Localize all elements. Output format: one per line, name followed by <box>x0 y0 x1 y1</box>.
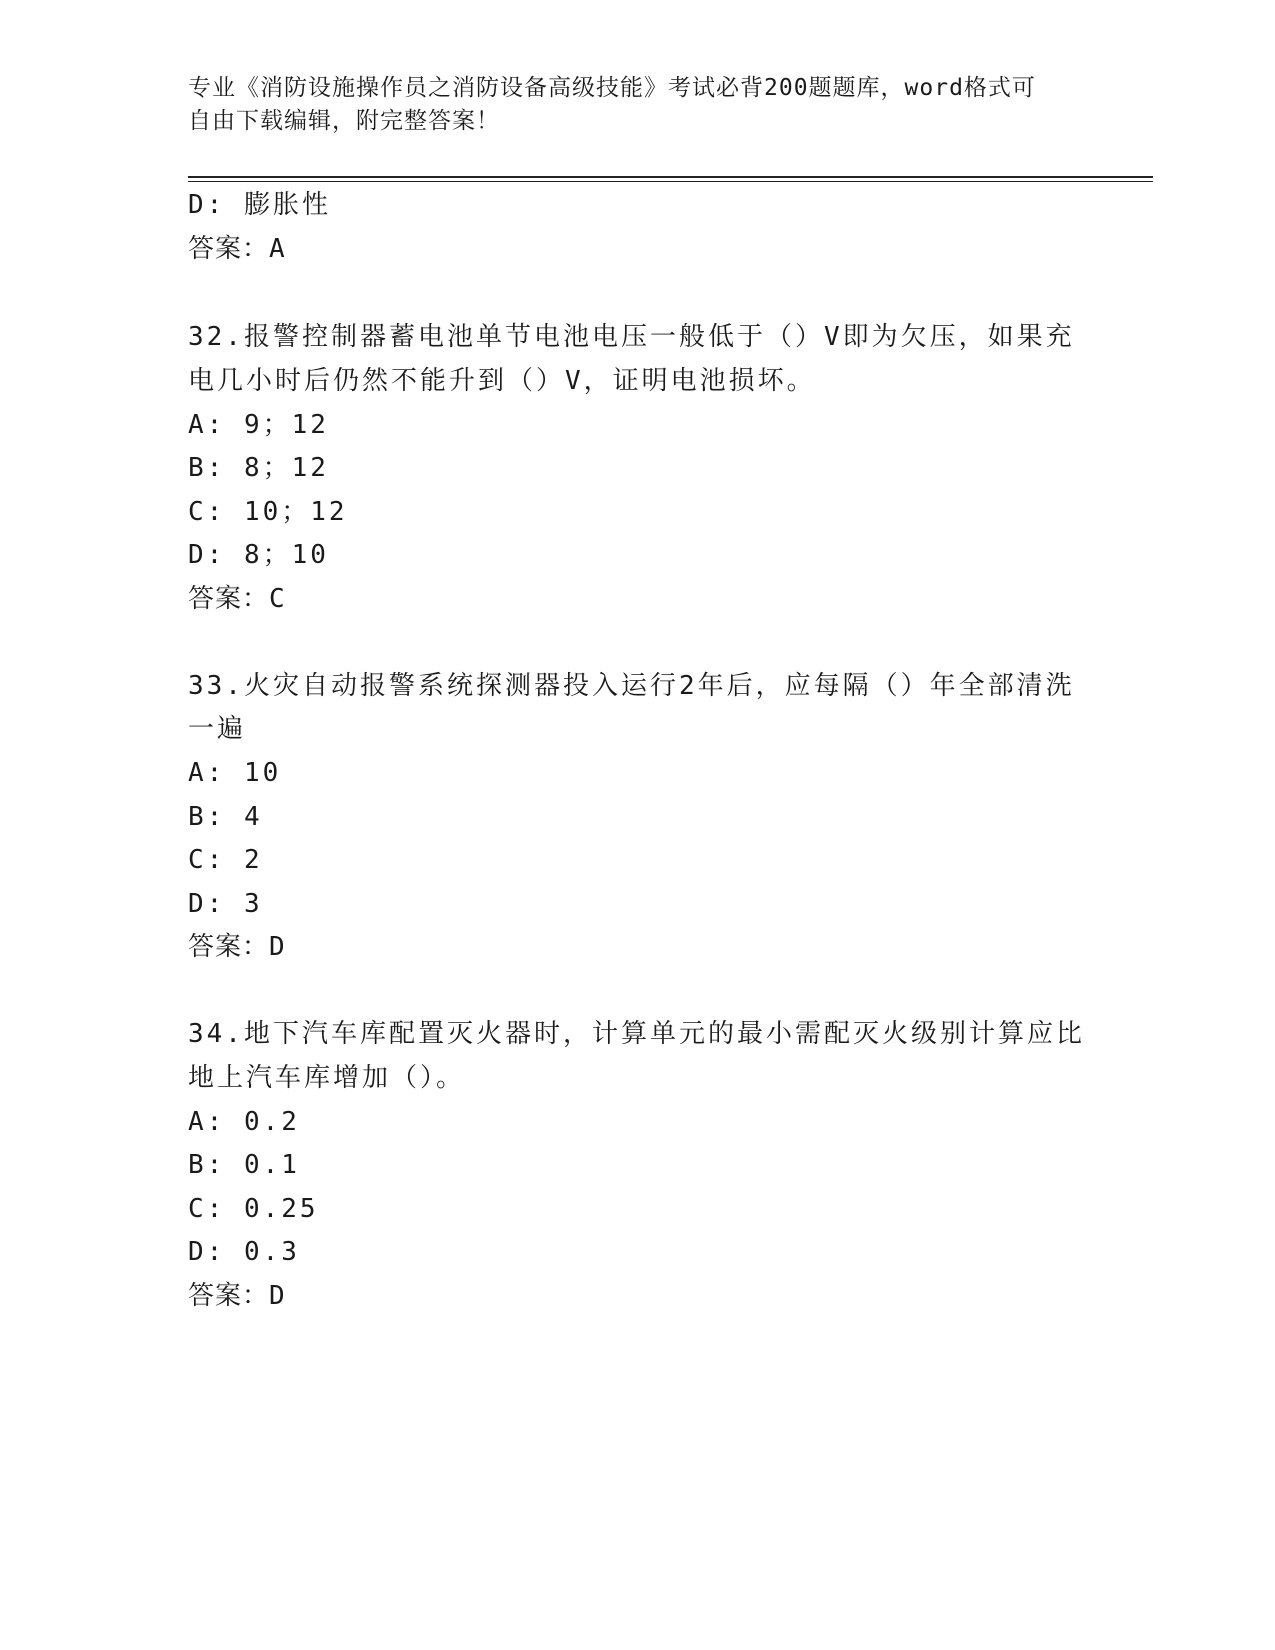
question-32-option-c: C: 10；12 <box>188 497 348 527</box>
question-32-option-d: D: 8；10 <box>188 540 329 570</box>
question-33-option-b: B: 4 <box>188 802 263 832</box>
question-34-answer: 答案：D <box>188 1281 286 1311</box>
question-33-answer: 答案：D <box>188 932 286 962</box>
question-34-option-a: A: 0.2 <box>188 1107 300 1137</box>
question-33-option-a: A: 10 <box>188 758 282 788</box>
header-divider-thin <box>188 181 1153 182</box>
question-34-option-d: D: 0.3 <box>188 1237 300 1267</box>
page-header <box>188 72 1068 138</box>
question-32-stem-line-2: 电几小时后仍然不能升到（）V，证明电池损坏。 <box>188 366 816 396</box>
question-34-stem-line-2: 地上汽车库增加（）。 <box>188 1063 466 1093</box>
question-34-option-c: C: 0.25 <box>188 1194 319 1224</box>
question-33-option-c: C: 2 <box>188 845 263 875</box>
question-32-answer: 答案：C <box>188 584 286 614</box>
question-33-option-d: D: 3 <box>188 889 263 919</box>
question-33-stem-line-2: 一遍 <box>188 714 247 744</box>
prev-answer: 答案：A <box>188 234 286 264</box>
question-32-option-b: B: 8；12 <box>188 453 329 483</box>
prev-option-d: D: 膨胀性 <box>188 190 331 220</box>
header-line-2: 自由下载编辑，附完整答案！ <box>188 108 500 134</box>
header-divider-thick <box>188 176 1153 178</box>
question-32-stem-line-1: 32.报警控制器蓄电池单节电池电压一般低于（）V即为欠压，如果充 <box>188 322 1075 352</box>
question-34-option-b: B: 0.1 <box>188 1150 300 1180</box>
question-33-stem-line-1: 33.火灾自动报警系统探测器投入运行2年后，应每隔（）年全部清洗 <box>188 671 1075 701</box>
question-32-option-a: A: 9；12 <box>188 410 329 440</box>
header-line-1: 专业《消防设施操作员之消防设备高级技能》考试必背200题题库，word格式可 <box>188 75 1036 101</box>
question-34-stem-line-1: 34.地下汽车库配置灭火器时，计算单元的最小需配灭火级别计算应比 <box>188 1019 1085 1049</box>
